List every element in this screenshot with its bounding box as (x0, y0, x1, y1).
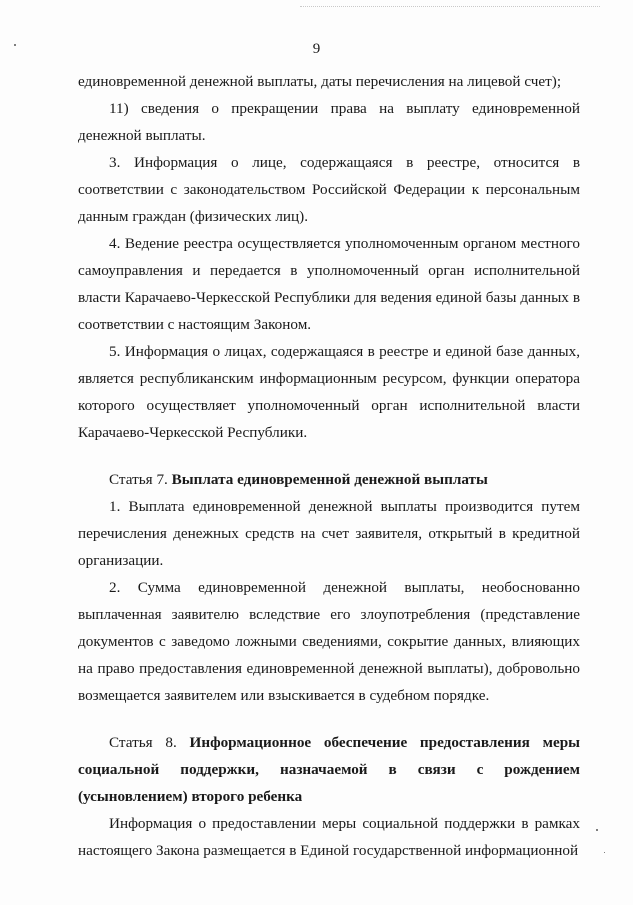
spacer (78, 446, 580, 466)
article-8-title: Информационное обеспечение предоставления меры социальной поддержки, назначаемой в связи с рождением (усыновлением) второго ребенка (78, 734, 580, 805)
article-7-label: Статья 7. (109, 471, 168, 488)
scan-artifact (300, 6, 600, 9)
paragraph-5: 5. Информация о лицах, содержащаяся в реестре и единой базе данных, является республиканским информационным ресурсом, функции оператора которого осуществляет уполномоченный орган исполнительной власти Карачаево-Черкесской Республики. (78, 343, 580, 441)
article-7-paragraph-1: 1. Выплата единовременной денежной выплаты производится путем перечисления денежных средств на счет заявителя, открытый в кредитной организации. (78, 498, 580, 569)
spacer (78, 709, 580, 729)
scan-speck (604, 852, 605, 853)
article-8-paragraph-1: Информация о предоставлении меры социальной поддержки в рамках настоящего Закона размещается в Единой государственной информационной (78, 815, 580, 859)
scan-speck (596, 829, 598, 831)
paragraph-3: 3. Информация о лице, содержащаяся в реестре, относится в соответствии с законодательством Российской Федерации к персональным данным граждан (физических лиц). (78, 154, 580, 225)
article-8-heading (78, 729, 580, 810)
body-text (78, 68, 580, 864)
article-7-paragraph-2: 2. Сумма единовременной денежной выплаты, необоснованно выплаченная заявителю вследствие его злоупотребления (представление документов с заведомо ложными сведениями, сокрытие данных, влияющих на право предоставления единовременной денежной выплаты), добровольно возмещается заявителем или взыскивается в судебном порядке. (78, 579, 580, 704)
scan-speck (14, 44, 16, 46)
article-7-heading (78, 466, 580, 493)
page-number: 9 (312, 41, 321, 57)
paragraph-4: 4. Ведение реестра осуществляется уполномоченным органом местного самоуправления и передается в уполномоченный орган исполнительной власти Карачаево-Черкесской Республики для ведения единой базы данных в соответствии с настоящим Законом. (78, 235, 580, 333)
article-7-title: Выплата единовременной денежной выплаты (171, 471, 488, 488)
paragraph-item-11: 11) сведения о прекращении права на выплату единовременной денежной выплаты. (78, 100, 580, 144)
article-8-label: Статья 8. (109, 734, 177, 751)
paragraph-continuation: единовременной денежной выплаты, даты перечисления на лицевой счет); (78, 73, 562, 90)
